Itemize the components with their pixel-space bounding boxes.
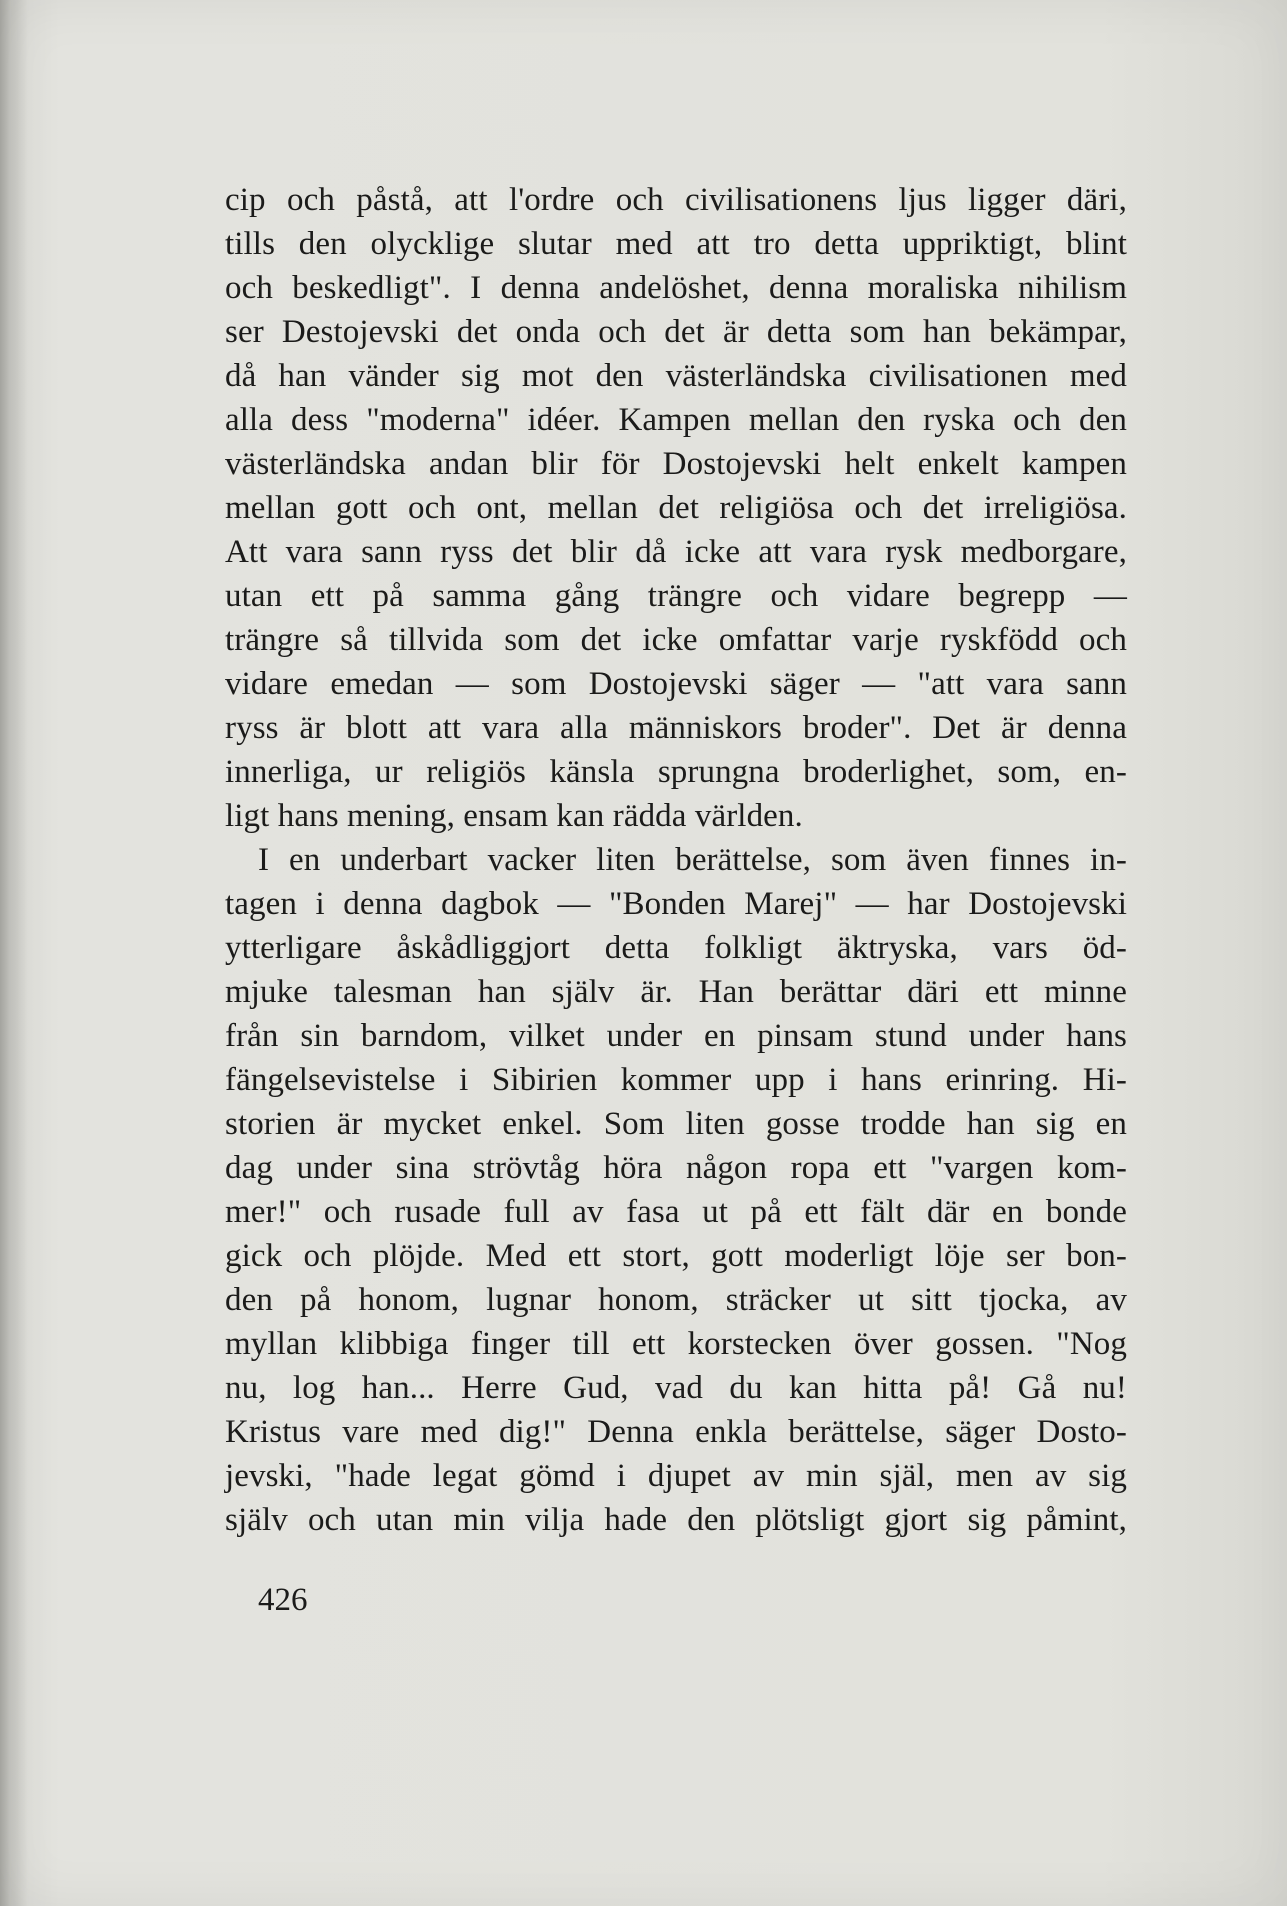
body-text (225, 178, 1127, 1542)
text-line: själv och utan min vilja hade den plötsligt gjort sig påmint, (225, 1502, 1127, 1538)
page-number: 426 (258, 1582, 308, 1618)
book-gutter (0, 0, 28, 1906)
text-line: cip och påstå, att l'ordre och civilisationens ljus ligger däri, (225, 182, 1127, 218)
text-line: tagen i denna dagbok — "Bonden Marej" — har Dostojevski (225, 886, 1127, 922)
text-line: då han vänder sig mot den västerländska civilisationen med (225, 358, 1127, 394)
text-line: storien är mycket enkel. Som liten gosse trodde han sig en (225, 1106, 1127, 1142)
text-line: mjuke talesman han själv är. Han berättar däri ett minne (225, 974, 1127, 1010)
text-line: fängelsevistelse i Sibirien kommer upp i hans erinring. Hi- (225, 1062, 1127, 1098)
text-line: jevski, "hade legat gömd i djupet av min själ, men av sig (225, 1458, 1127, 1494)
text-line: utan ett på samma gång trängre och vidare begrepp — (225, 578, 1127, 614)
text-line: nu, log han... Herre Gud, vad du kan hitta på! Gå nu! (225, 1370, 1127, 1406)
text-line: innerliga, ur religiös känsla sprungna broderlighet, som, en- (225, 754, 1127, 790)
text-line: Att vara sann ryss det blir då icke att vara rysk medborgare, (225, 534, 1127, 570)
text-line: västerländska andan blir för Dostojevski helt enkelt kampen (225, 446, 1127, 482)
text-line: mellan gott och ont, mellan det religiösa och det irreligiösa. (225, 490, 1127, 526)
paragraph-end-line: ligt hans mening, ensam kan rädda världen. (225, 798, 803, 834)
text-line: myllan klibbiga finger till ett korstecken över gossen. "Nog (225, 1326, 1127, 1362)
text-line: den på honom, lugnar honom, sträcker ut sitt tjocka, av (225, 1282, 1127, 1318)
text-line: och beskedligt". I denna andelöshet, denna moraliska nihilism (225, 270, 1127, 306)
text-line: vidare emedan — som Dostojevski säger — "att vara sann (225, 666, 1127, 702)
text-line: från sin barndom, vilket under en pinsam stund under hans (225, 1018, 1127, 1054)
text-line: trängre så tillvida som det icke omfattar varje ryskfödd och (225, 622, 1127, 658)
text-line: mer!" och rusade full av fasa ut på ett fält där en bonde (225, 1194, 1127, 1230)
text-line: gick och plöjde. Med ett stort, gott moderligt löje ser bon- (225, 1238, 1127, 1274)
paragraph-start-line: I en underbart vacker liten berättelse, som även finnes in- (258, 842, 1127, 878)
text-line: ytterligare åskådliggjort detta folkligt äktryska, vars öd- (225, 930, 1127, 966)
text-line: tills den olycklige slutar med att tro detta uppriktigt, blint (225, 226, 1127, 262)
text-line: Kristus vare med dig!" Denna enkla berättelse, säger Dosto- (225, 1414, 1127, 1450)
text-line: ryss är blott att vara alla människors broder". Det är denna (225, 710, 1127, 746)
text-line: alla dess "moderna" idéer. Kampen mellan den ryska och den (225, 402, 1127, 438)
text-line: dag under sina strövtåg höra någon ropa ett "vargen kom- (225, 1150, 1127, 1186)
text-line: ser Destojevski det onda och det är detta som han bekämpar, (225, 314, 1127, 350)
